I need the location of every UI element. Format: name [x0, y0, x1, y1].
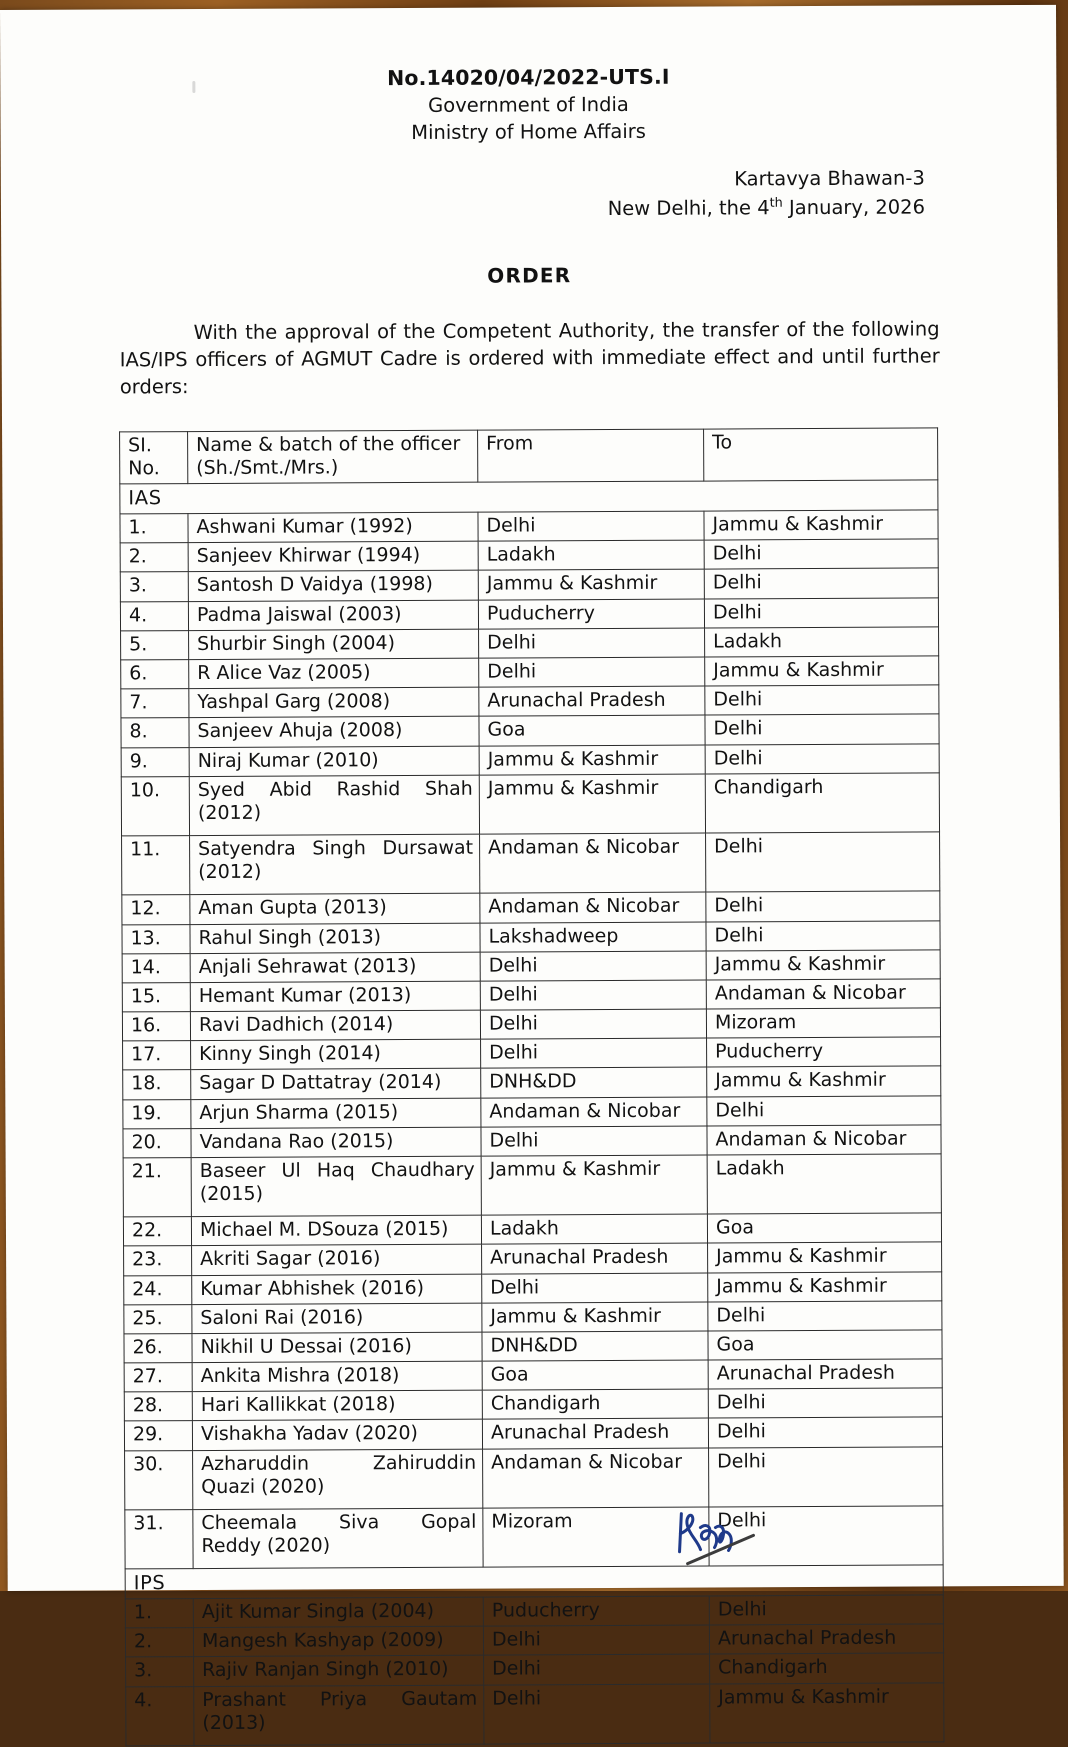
- officer-name-line2: (2015): [199, 1182, 264, 1206]
- cell-from: Delhi: [479, 657, 705, 687]
- cell-to: Delhi: [706, 920, 940, 950]
- cell-from: Delhi: [480, 1009, 706, 1039]
- table-body: [120, 480, 944, 1746]
- cell-officer-name: [194, 1685, 484, 1746]
- cell-officer-name: Niraj Kumar (2010): [189, 746, 479, 777]
- header-name-batch: [188, 430, 478, 484]
- address-line: Kartavya Bhawan-3: [734, 166, 925, 191]
- cell-to: Arunachal Pradesh: [708, 1359, 942, 1389]
- cell-from: Puducherry: [478, 599, 704, 629]
- cell-to: Jammu & Kashmir: [704, 510, 938, 540]
- cell-to: Delhi: [706, 891, 940, 921]
- table-row: [122, 920, 940, 953]
- cell-sl-no: 20.: [123, 1128, 191, 1158]
- cell-to: Delhi: [704, 598, 938, 628]
- cell-officer-name: Anjali Sehrawat (2013): [190, 952, 480, 983]
- table-row: [123, 1037, 941, 1070]
- officer-name-line2: (2012): [198, 860, 262, 884]
- table-row: [123, 1095, 941, 1128]
- cell-from: Delhi: [480, 980, 706, 1010]
- table-row: [126, 1683, 944, 1746]
- cell-sl-no: 16.: [122, 1012, 190, 1042]
- cell-from: Delhi: [479, 628, 705, 658]
- body-paragraph: With the approval of the Competent Authority, the transfer of the following IAS/IPS officers of AGMUT Cadre is ordered with immediate effect and until further orders:: [119, 317, 940, 399]
- header-name-line1: Name & batch of the officer: [196, 432, 461, 457]
- officer-name-line2: (2012): [197, 801, 262, 824]
- cell-to: Delhi: [709, 1595, 943, 1625]
- cell-sl-no: 2.: [125, 1628, 193, 1658]
- cell-to: Delhi: [705, 714, 939, 744]
- table-header-row: [120, 428, 938, 484]
- cell-to: Delhi: [707, 1095, 941, 1125]
- cell-officer-name: Hari Kallikkat (2018): [192, 1390, 482, 1421]
- header-to: To: [704, 428, 938, 481]
- table-row: [124, 1388, 942, 1421]
- cell-sl-no: 19.: [123, 1099, 191, 1129]
- cell-from: Ladakh: [481, 1214, 707, 1244]
- table-row: [123, 1154, 941, 1217]
- cell-officer-name: Ajit Kumar Singla (2004): [193, 1597, 483, 1628]
- cell-from: Delhi: [480, 951, 706, 981]
- cell-officer-name: Ravi Dadhich (2014): [190, 1010, 480, 1041]
- cell-to: Chandigarh: [705, 773, 939, 833]
- section-band-ias: [120, 480, 938, 514]
- cell-sl-no: 6.: [121, 660, 189, 690]
- file-number: No.14020/04/2022-UTS.I: [387, 64, 670, 91]
- cell-sl-no: 2.: [120, 543, 188, 573]
- table-row: [124, 1272, 942, 1305]
- cell-to: Ladakh: [705, 627, 939, 657]
- cell-officer-name: Sanjeev Ahuja (2008): [189, 716, 479, 747]
- cell-from: Jammu & Kashmir: [478, 570, 704, 600]
- cell-from: Delhi: [481, 1126, 707, 1156]
- section-band-ips: [125, 1565, 943, 1599]
- officer-name-line2: Reddy (2020): [201, 1534, 331, 1558]
- cell-sl-no: 4.: [126, 1686, 194, 1746]
- cell-from: DNH&DD: [482, 1331, 708, 1361]
- cell-sl-no: 1.: [125, 1599, 193, 1629]
- table-row: [124, 1242, 942, 1275]
- cell-to: Andaman & Nicobar: [706, 979, 940, 1009]
- scanned-page: [0, 5, 1064, 1734]
- header-sl-line1: SI.: [128, 434, 152, 457]
- cell-from: Arunachal Pradesh: [482, 1419, 708, 1449]
- cell-from: Arunachal Pradesh: [479, 686, 705, 716]
- header-from: From: [478, 429, 704, 482]
- table-row: [125, 1624, 943, 1657]
- cell-sl-no: 30.: [125, 1450, 193, 1510]
- date-ordinal-suffix: th: [769, 195, 783, 211]
- cell-from: Delhi: [482, 1273, 708, 1303]
- cell-to: Jammu & Kashmir: [708, 1242, 942, 1272]
- cell-officer-name: Akriti Sagar (2016): [192, 1245, 482, 1276]
- cell-to: Jammu & Kashmir: [706, 950, 940, 980]
- cell-to: Mizoram: [706, 1008, 940, 1038]
- date-place: New Delhi, the 4: [607, 196, 770, 220]
- table-row: [123, 1125, 941, 1158]
- cell-sl-no: 18.: [123, 1070, 191, 1100]
- cell-officer-name: Ankita Mishra (2018): [192, 1361, 482, 1392]
- cell-sl-no: 12.: [122, 895, 190, 925]
- cell-from: Jammu & Kashmir: [481, 1155, 707, 1215]
- cell-to: Chandigarh: [710, 1653, 944, 1683]
- cell-to: Goa: [708, 1330, 942, 1360]
- cell-sl-no: 22.: [123, 1217, 191, 1247]
- table-row: [122, 891, 940, 924]
- cell-sl-no: 24.: [124, 1275, 192, 1305]
- ministry-line: Ministry of Home Affairs: [411, 120, 647, 145]
- date-line: [1, 193, 925, 226]
- table-row: [121, 656, 939, 689]
- cell-sl-no: 10.: [121, 776, 189, 836]
- cell-officer-name: Aman Gupta (2013): [190, 894, 480, 925]
- cell-from: Delhi: [483, 1625, 709, 1655]
- cell-sl-no: 26.: [124, 1334, 192, 1364]
- officer-name-line1: Baseer Ul Haq Chaudhary: [199, 1158, 475, 1182]
- government-line: Government of India: [428, 92, 629, 117]
- cell-sl-no: 23.: [124, 1246, 192, 1276]
- table-row: [121, 743, 939, 776]
- cell-officer-name: [190, 834, 480, 895]
- cell-officer-name: Shurbir Singh (2004): [189, 629, 479, 660]
- officer-name-line2: (2013): [202, 1711, 266, 1734]
- cell-to: Jammu & Kashmir: [708, 1272, 942, 1302]
- cell-sl-no: 25.: [124, 1304, 192, 1334]
- cell-to: Jammu & Kashmir: [710, 1683, 944, 1743]
- signature: [667, 1507, 817, 1578]
- cell-from: Jammu & Kashmir: [479, 774, 705, 834]
- cell-officer-name: Arjun Sharma (2015): [191, 1098, 481, 1129]
- cell-sl-no: 9.: [121, 747, 189, 777]
- cell-to: Delhi: [704, 568, 938, 598]
- section-title: IPS: [125, 1565, 943, 1599]
- table-row: [121, 714, 939, 747]
- cell-from: Jammu & Kashmir: [479, 745, 705, 775]
- header-name-line2: (Sh./Smt./Mrs.): [196, 456, 339, 480]
- cell-from: Chandigarh: [482, 1389, 708, 1419]
- cell-sl-no: 8.: [121, 718, 189, 748]
- table-row: [122, 950, 940, 983]
- cell-officer-name: Kumar Abhishek (2016): [192, 1274, 482, 1305]
- table-row: [122, 979, 940, 1012]
- cell-to: Delhi: [708, 1417, 942, 1447]
- table-row: [120, 568, 938, 601]
- table-row: [121, 685, 939, 718]
- table-row: [125, 1447, 943, 1510]
- table-row: [123, 1213, 941, 1246]
- cell-officer-name: Vishakha Yadav (2020): [192, 1420, 482, 1451]
- cell-officer-name: R Alice Vaz (2005): [189, 658, 479, 689]
- table-row: [122, 832, 940, 895]
- cell-to: Ladakh: [707, 1154, 941, 1214]
- table-row: [120, 539, 938, 572]
- cell-to: Delhi: [704, 539, 938, 569]
- cell-from: Arunachal Pradesh: [482, 1243, 708, 1273]
- cell-from: Lakshadweep: [480, 922, 706, 952]
- cell-officer-name: Sanjeev Khirwar (1994): [188, 541, 478, 572]
- table-row: [124, 1301, 942, 1334]
- officer-name-line2: Quazi (2020): [201, 1475, 325, 1498]
- cell-sl-no: 27.: [124, 1363, 192, 1393]
- cell-from: Delhi: [481, 1038, 707, 1068]
- cell-to: Jammu & Kashmir: [707, 1066, 941, 1096]
- cell-officer-name: [191, 1156, 481, 1217]
- cell-sl-no: 5.: [121, 630, 189, 660]
- cell-from: Ladakh: [478, 540, 704, 570]
- cell-officer-name: Yashpal Garg (2008): [189, 687, 479, 718]
- cell-sl-no: 4.: [120, 601, 188, 631]
- table-row: [120, 598, 938, 631]
- cell-officer-name: Padma Jaiswal (2003): [188, 600, 478, 631]
- table-row: [125, 1595, 943, 1628]
- transfer-table-wrapper: [119, 427, 943, 1746]
- cell-to: Delhi: [705, 685, 939, 715]
- cell-from: Andaman & Nicobar: [483, 1448, 709, 1508]
- cell-from: Delhi: [484, 1654, 710, 1684]
- cell-officer-name: Hemant Kumar (2013): [190, 981, 480, 1012]
- table-row: [123, 1066, 941, 1099]
- cell-officer-name: [189, 775, 479, 836]
- cell-sl-no: 11.: [122, 836, 190, 896]
- cell-officer-name: Saloni Rai (2016): [192, 1303, 482, 1334]
- table-row: [121, 773, 939, 836]
- cell-sl-no: 29.: [124, 1421, 192, 1451]
- cell-from: Goa: [482, 1360, 708, 1390]
- cell-officer-name: [193, 1508, 483, 1569]
- cell-from: Goa: [479, 715, 705, 745]
- cell-from: Andaman & Nicobar: [480, 892, 706, 922]
- cell-sl-no: 31.: [125, 1510, 193, 1570]
- officer-name-line1: Satyendra Singh Dursawat: [198, 836, 474, 861]
- cell-to: Puducherry: [707, 1037, 941, 1067]
- cell-to: Delhi: [709, 1447, 943, 1507]
- cell-officer-name: Sagar D Dattatray (2014): [191, 1069, 481, 1100]
- date-rest: January, 2026: [782, 195, 926, 220]
- cell-to: Goa: [707, 1213, 941, 1243]
- cell-from: Delhi: [478, 511, 704, 541]
- cell-from: Andaman & Nicobar: [480, 833, 706, 893]
- cell-officer-name: Ashwani Kumar (1992): [188, 512, 478, 543]
- address-block: [1, 164, 1057, 227]
- officer-name-line1: Azharuddin Zahiruddin: [201, 1451, 477, 1475]
- order-title: ORDER: [487, 262, 572, 288]
- cell-to: Andaman & Nicobar: [707, 1125, 941, 1155]
- officer-name-line1: Prashant Priya Gautam: [202, 1687, 478, 1711]
- cell-sl-no: 15.: [122, 982, 190, 1012]
- cell-to: Delhi: [708, 1388, 942, 1418]
- cell-officer-name: Mangesh Kashyap (2009): [193, 1626, 483, 1657]
- cell-sl-no: 7.: [121, 689, 189, 719]
- header-sl-no: [120, 432, 188, 485]
- table-row: [126, 1653, 944, 1686]
- cell-officer-name: Rajiv Ranjan Singh (2010): [194, 1656, 484, 1687]
- cell-officer-name: Vandana Rao (2015): [191, 1127, 481, 1158]
- officer-name-line1: Syed Abid Rashid Shah: [197, 777, 473, 801]
- cell-sl-no: 1.: [120, 514, 188, 544]
- table-row: [124, 1359, 942, 1392]
- cell-officer-name: [193, 1449, 483, 1510]
- cell-sl-no: 21.: [123, 1157, 191, 1217]
- cell-from: Mizoram: [483, 1507, 709, 1567]
- cell-officer-name: Michael M. DSouza (2015): [191, 1215, 481, 1246]
- table-row: [121, 627, 939, 660]
- cell-to: Delhi: [708, 1301, 942, 1331]
- cell-from: DNH&DD: [481, 1067, 707, 1097]
- cell-sl-no: 3.: [120, 572, 188, 602]
- cell-sl-no: 3.: [126, 1657, 194, 1687]
- cell-to: Arunachal Pradesh: [709, 1624, 943, 1654]
- cell-to: Delhi: [706, 832, 940, 892]
- cell-to: Jammu & Kashmir: [705, 656, 939, 686]
- scan-speckle-artifact: [192, 81, 195, 93]
- section-title: IAS: [120, 480, 938, 514]
- table-row: [122, 1008, 940, 1041]
- order-document: [0, 5, 1064, 1747]
- table-row: [124, 1330, 942, 1363]
- transfer-table: [119, 427, 944, 1746]
- cell-sl-no: 14.: [122, 953, 190, 983]
- cell-from: Jammu & Kashmir: [482, 1302, 708, 1332]
- cell-officer-name: Nikhil U Dessai (2016): [192, 1332, 482, 1363]
- officer-name-line1: Cheemala Siva Gopal: [201, 1510, 477, 1535]
- cell-to: Delhi: [705, 743, 939, 773]
- table-row: [125, 1506, 943, 1569]
- cell-from: Delhi: [484, 1684, 710, 1744]
- cell-officer-name: Kinny Singh (2014): [191, 1039, 481, 1070]
- table-row: [124, 1417, 942, 1450]
- header-sl-line2: No.: [128, 457, 160, 480]
- cell-to: Delhi: [709, 1506, 943, 1566]
- cell-sl-no: 28.: [124, 1392, 192, 1422]
- table-row: [120, 510, 938, 543]
- cell-from: Andaman & Nicobar: [481, 1097, 707, 1127]
- cell-sl-no: 13.: [122, 924, 190, 954]
- cell-officer-name: Rahul Singh (2013): [190, 923, 480, 954]
- cell-from: Puducherry: [483, 1596, 709, 1626]
- table-header: [120, 428, 938, 484]
- document-header: [0, 63, 1056, 149]
- cell-officer-name: Santosh D Vaidya (1998): [188, 571, 478, 602]
- cell-sl-no: 17.: [123, 1041, 191, 1071]
